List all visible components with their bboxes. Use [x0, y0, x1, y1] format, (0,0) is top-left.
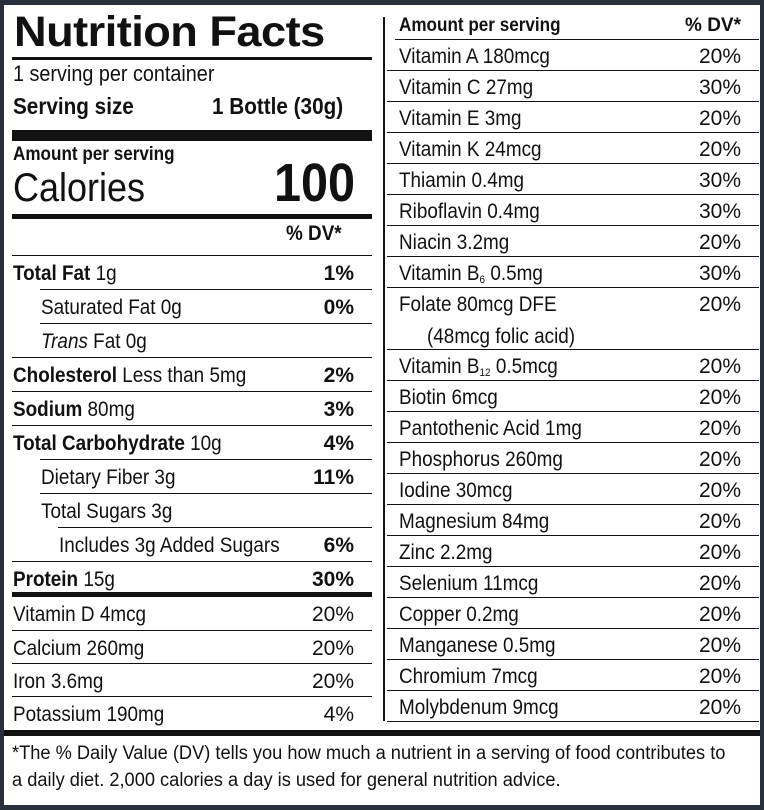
vitamin-dv: 20% [311, 637, 354, 660]
right-nutrient-dv: 30% [698, 76, 741, 99]
nutrient-row [58, 527, 372, 560]
right-nutrient-label: Vitamin A [399, 45, 478, 68]
right-nutrient-amount: 0.5mg [497, 634, 556, 657]
right-nutrient-dv: 20% [698, 107, 741, 130]
nutrient-amount: Less than 5mg [116, 364, 247, 387]
right-nutrient-dv: 20% [698, 293, 741, 316]
nutrient-dv: 6% [323, 534, 354, 557]
nutrient-dv: 0% [323, 296, 354, 319]
right-nutrient-row [387, 102, 759, 133]
right-nutrient-text [399, 448, 563, 472]
nutrient-dv: 30% [311, 568, 354, 591]
vitamin-row [12, 597, 372, 630]
nutrient-label: Total Carbohydrate [13, 432, 185, 455]
nutrient-amount: 0g [155, 296, 182, 319]
right-nutrient-dv: 20% [698, 541, 741, 564]
nutrient-name-text [41, 466, 175, 490]
nutrient-name [13, 364, 272, 388]
nutrition-facts-label [4, 5, 760, 805]
right-nutrient-text [399, 696, 559, 720]
vitamin-name [13, 637, 159, 661]
right-nutrient-text [399, 479, 512, 503]
right-nutrient-dv: 20% [698, 634, 741, 657]
right-nutrient-amount: 24mcg [479, 138, 542, 161]
nutrient-amount: 3g [146, 500, 173, 523]
right-nutrient-dv: 20% [698, 386, 741, 409]
footnote-rule [4, 730, 760, 736]
right-nutrient-name [399, 293, 592, 349]
nutrient-name [13, 262, 128, 286]
right-nutrient-text [399, 665, 538, 689]
right-nutrient-dv: 20% [698, 603, 741, 626]
right-nutrient-amount: 3mg [479, 107, 522, 130]
right-nutrient-row [387, 257, 759, 288]
right-nutrient-label: Copper [399, 603, 462, 626]
right-nutrient-label: Vitamin B [399, 355, 480, 378]
right-nutrient-text [399, 76, 533, 100]
right-nutrient-row [387, 71, 759, 102]
right-nutrient-text [399, 169, 524, 193]
right-nutrient-dv: 20% [698, 479, 741, 502]
right-nutrient-row [387, 567, 759, 598]
vitamin-name [13, 703, 181, 727]
footnote [12, 740, 756, 794]
folate-folic-acid [399, 325, 592, 349]
nutrient-amount: Fat 0g [87, 330, 147, 353]
amount-per-serving: Amount per serving [13, 144, 175, 165]
right-nutrient-text [399, 355, 558, 379]
nutrient-name-text [13, 568, 115, 592]
right-nutrient-name [399, 479, 525, 503]
right-nutrient-label: Chromium [399, 665, 487, 688]
nutrient-row [40, 323, 372, 356]
right-nutrient-row [387, 474, 759, 505]
right-nutrient-dv: 20% [698, 45, 741, 68]
right-nutrient-text [399, 231, 509, 255]
right-nutrient-name [399, 665, 553, 689]
label-title: Nutrition Facts [14, 8, 325, 56]
right-nutrient-name [399, 417, 602, 441]
right-nutrient-name [399, 541, 503, 565]
right-nutrient-text [399, 510, 549, 534]
nutrient-label: Total Sugars [41, 500, 147, 523]
nutrient-label: Dietary Fiber [41, 466, 150, 489]
nutrient-dv: 1% [323, 262, 354, 285]
right-nutrient-label: Riboflavin [399, 200, 482, 223]
nutrient-label: Total Fat [13, 262, 91, 285]
nutrient-dv: 4% [323, 432, 354, 455]
nutrient-dv: 3% [323, 398, 354, 421]
right-column [387, 5, 759, 725]
vitamin-dv: 4% [323, 703, 354, 726]
right-nutrient-amount: 0.2mg [461, 603, 519, 626]
calories-value: 100 [274, 153, 356, 213]
vitamin-name-text: Potassium 190mg [13, 703, 165, 726]
right-nutrient-label: Selenium [399, 572, 478, 595]
right-nutrient-name [399, 262, 559, 286]
right-nutrient-row [387, 412, 759, 443]
right-nutrient-dv: 20% [698, 231, 741, 254]
nutrient-name [13, 568, 126, 592]
right-amount-per-serving: Amount per serving [399, 15, 561, 36]
nutrient-name [41, 330, 159, 354]
nutrient-name-text [41, 500, 172, 524]
nutrient-row [12, 425, 372, 458]
right-nutrient-name [399, 169, 538, 193]
vitamin-name-text: Vitamin D 4mcg [13, 603, 147, 626]
nutrient-subscript: 6 [479, 274, 486, 286]
right-nutrient-text [399, 634, 556, 658]
right-nutrient-name [399, 107, 535, 131]
nutrient-amount: 80mg [82, 398, 135, 421]
right-nutrient-row [387, 381, 759, 412]
vitamin-name [13, 603, 161, 627]
right-nutrient-amount: 7mcg [486, 665, 538, 688]
nutrient-name-text [59, 534, 280, 558]
right-nutrient-label: Molybdenum [399, 696, 508, 719]
nutrient-name-text [41, 296, 182, 320]
nutrient-dv: 2% [323, 364, 354, 387]
right-nutrient-name [399, 510, 566, 534]
right-nutrient-text [399, 200, 540, 224]
nutrient-name-text [13, 262, 117, 286]
nutrient-row [12, 391, 372, 424]
right-nutrient-amount: 6mcg [446, 386, 498, 409]
right-nutrient-amount: 0.5mg [485, 262, 543, 285]
right-nutrient-name [399, 45, 567, 69]
nutrient-name [41, 500, 187, 524]
nutrient-name [13, 398, 148, 422]
serving-size-label: Serving size [13, 93, 134, 119]
right-nutrient-row [387, 660, 759, 691]
right-nutrient-label: Vitamin E [399, 107, 480, 130]
nutrient-name [13, 432, 245, 456]
right-nutrient-dv: 30% [698, 200, 741, 223]
trans-label: Trans [41, 330, 88, 353]
right-dv-header: % DV* [685, 15, 741, 36]
right-nutrient-label: Manganese [399, 634, 498, 657]
right-nutrient-row [387, 350, 759, 381]
right-nutrient-row [387, 226, 759, 257]
right-nutrient-name [399, 200, 555, 224]
nutrient-amount: 1g [90, 262, 117, 285]
vitamin-row [12, 696, 372, 729]
right-nutrient-dv: 20% [698, 417, 741, 440]
right-nutrient-dv: 20% [698, 355, 741, 378]
nutrient-label: Saturated Fat [41, 296, 156, 319]
right-nutrient-label: Folate [399, 293, 452, 316]
nutrient-row [40, 289, 372, 322]
right-nutrient-label: Biotin [399, 386, 447, 409]
right-nutrient-dv: 20% [698, 696, 741, 719]
vitamin-dv: 20% [311, 670, 354, 693]
nutrient-name-text [13, 398, 135, 422]
right-nutrient-label: Thiamin [399, 169, 467, 192]
right-nutrient-name [399, 572, 554, 596]
right-nutrient-label: Niacin [399, 231, 452, 254]
right-nutrient-text [399, 386, 498, 410]
right-nutrient-label: Iodine [399, 479, 451, 502]
dv-header: % DV* [286, 222, 342, 245]
folic-acid-text: (48mcg folic acid) [427, 325, 576, 348]
right-nutrient-row [387, 164, 759, 195]
right-nutrient-label: Magnesium [399, 510, 497, 533]
right-nutrient-name [399, 231, 522, 255]
right-nutrient-amount: 260mg [499, 448, 563, 471]
right-nutrient-name [399, 76, 548, 100]
right-nutrient-row [387, 40, 759, 71]
right-nutrient-name [399, 386, 509, 410]
servings-per-container: 1 serving per container [13, 61, 215, 86]
nutrient-row [12, 561, 372, 594]
vitamin-dv: 20% [311, 603, 354, 626]
vitamin-name [13, 670, 113, 694]
right-nutrient-row [387, 288, 759, 350]
right-nutrient-row [387, 195, 759, 226]
nutrient-label: Sodium [13, 398, 83, 421]
right-nutrient-dv: 20% [698, 572, 741, 595]
nutrient-label: Protein [13, 568, 79, 591]
right-nutrient-text [399, 572, 538, 596]
right-nutrient-text [399, 603, 519, 627]
nutrient-name-text [41, 330, 147, 354]
right-nutrient-text [399, 107, 522, 131]
vitamin-name-text: Iron 3.6mg [13, 670, 104, 693]
right-nutrient-name [399, 696, 576, 720]
nutrient-row [12, 357, 372, 390]
right-nutrient-amount: 30mcg [450, 479, 513, 502]
footnote-text: *The % Daily Value (DV) tells you how much a nutrient in a serving of food contributes to a daily diet. 2,000 calories a day is used for general nutrition advice. [12, 743, 726, 791]
title-rule [12, 57, 372, 60]
right-nutrient-amount: 0.4mg [481, 200, 540, 223]
nutrient-name-text [13, 364, 246, 388]
nutrient-name [59, 534, 304, 558]
right-nutrient-amount: 0.5mcg [490, 355, 558, 378]
right-nutrient-row [387, 133, 759, 164]
nutrient-row [40, 459, 372, 492]
right-nutrient-amount: 11mcg [477, 572, 539, 595]
vitamin-name-text: Calcium 260mg [13, 637, 145, 660]
right-nutrient-text [399, 541, 493, 565]
right-nutrient-label: Vitamin C [399, 76, 481, 99]
nutrient-amount: 15g [78, 568, 115, 591]
nutrient-row [40, 493, 372, 526]
right-nutrient-row [387, 598, 759, 629]
right-nutrient-name [399, 355, 575, 379]
right-nutrient-name [399, 603, 532, 627]
right-nutrient-amount: 80mcg DFE [451, 293, 557, 316]
right-nutrient-dv: 20% [698, 510, 741, 533]
right-nutrient-row [387, 443, 759, 474]
right-nutrient-label: Vitamin B [399, 262, 480, 285]
right-nutrient-amount: 9mcg [507, 696, 559, 719]
nutrient-label: Cholesterol [13, 364, 117, 387]
right-nutrient-name [399, 634, 573, 658]
nutrient-subscript: 12 [479, 367, 491, 379]
right-nutrient-dv: 30% [698, 169, 741, 192]
right-nutrient-amount: 1mg [539, 417, 582, 440]
right-nutrient-text [399, 45, 550, 69]
right-nutrient-row [387, 629, 759, 660]
right-nutrient-text [399, 138, 542, 162]
nutrient-amount: 10g [184, 432, 222, 455]
right-nutrient-dv: 30% [698, 262, 741, 285]
calories-rule [12, 214, 372, 219]
nutrient-row [12, 255, 372, 288]
vitamin-row [12, 663, 372, 696]
right-nutrient-dv: 20% [698, 665, 741, 688]
right-nutrient-name [399, 138, 557, 162]
nutrient-label: Includes 3g Added Sugars [59, 534, 280, 557]
right-nutrient-amount: 27mg [480, 76, 534, 99]
right-nutrient-label: Vitamin K [399, 138, 480, 161]
nutrient-dv: 11% [313, 466, 354, 489]
right-nutrient-amount: 2.2mg [434, 541, 493, 564]
nutrient-name [41, 466, 190, 490]
calories-label: Calories [13, 166, 146, 210]
right-nutrient-amount: 0.4mg [466, 169, 525, 192]
nutrient-name-text [13, 432, 222, 456]
right-nutrient-dv: 20% [698, 138, 741, 161]
right-nutrient-text [399, 417, 582, 441]
right-nutrient-dv: 20% [698, 448, 741, 471]
thick-rule-top [12, 130, 372, 141]
serving-size-value: 1 Bottle (30g) [212, 93, 344, 119]
right-nutrient-amount: 84mg [496, 510, 550, 533]
right-nutrient-row [387, 691, 759, 722]
right-nutrient-amount: 180mcg [477, 45, 550, 68]
nutrient-name [41, 296, 197, 320]
nutrient-amount: 3g [149, 466, 176, 489]
right-nutrient-label: Zinc [399, 541, 435, 564]
right-nutrient-text [399, 262, 543, 286]
right-nutrient-label: Phosphorus [399, 448, 500, 471]
right-nutrient-name [399, 448, 581, 472]
column-divider [383, 17, 385, 721]
right-nutrient-row [387, 536, 759, 567]
right-nutrient-amount: 3.2mg [451, 231, 510, 254]
vitamin-row [12, 630, 372, 663]
right-nutrient-row [387, 505, 759, 536]
right-nutrient-label: Pantothenic Acid [399, 417, 540, 440]
right-nutrient-text [399, 293, 557, 317]
